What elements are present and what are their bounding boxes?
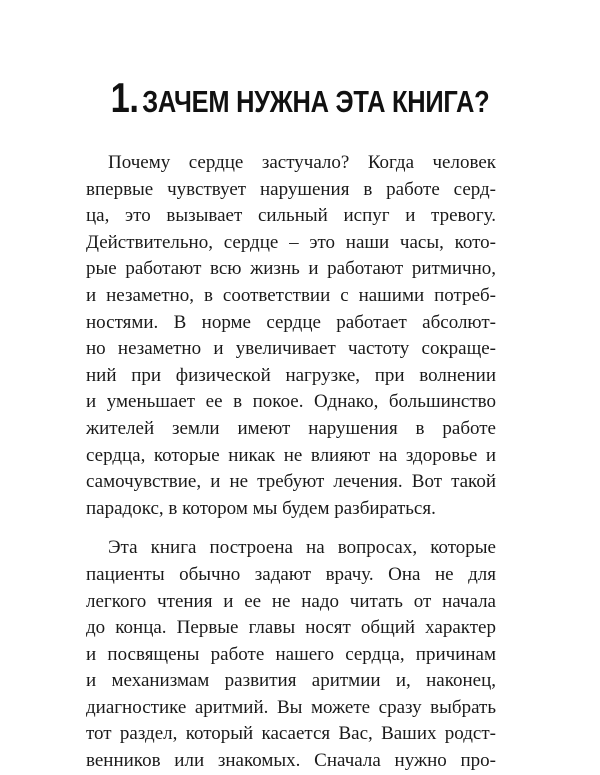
text-line: Действительно, сердце – это наши часы, кото- [86, 231, 496, 253]
text-line: жителей земли имеют нарушения в работе [86, 417, 496, 439]
text-line: пациенты обычно задают врачу. Она не для [86, 563, 496, 585]
text-line: и уменьшает ее в покое. Однако, большинство [86, 391, 496, 413]
text-line: и посвящены работе нашего сердца, причинам [86, 643, 496, 665]
text-line: ний при физической нагрузке, при волнении [86, 364, 496, 386]
text-line: ностями. В норме сердце работает абсолют- [86, 311, 496, 333]
text-line: Эта книга построена на вопросах, которые [108, 537, 496, 559]
text-line: но незаметно и увеличивает частоту сокраще- [86, 338, 496, 360]
text-line: легкого чтения и ее не надо читать от начала [86, 590, 496, 612]
text-line: самочувствие, и не требуют лечения. Вот такой [86, 471, 496, 493]
paragraph-1 [86, 150, 496, 522]
chapter-heading [54, 74, 546, 122]
text-line: до конца. Первые главы носят общий характер [86, 617, 496, 639]
text-line: парадокс, в котором мы будем разбираться. [86, 497, 436, 519]
text-line: и незаметно, в соответствии с нашими потреб- [86, 284, 496, 306]
chapter-title: ЗАЧЕМ НУЖНА ЭТА КНИГА? [142, 84, 490, 119]
text-line: рые работают всю жизнь и работают ритмично, [86, 258, 496, 280]
text-line: и механизмам развития аритмии и, наконец, [86, 670, 496, 692]
text-line: Почему сердце застучало? Когда человек [108, 152, 496, 173]
text-line: сердца, которые никак не влияют на здоровье и [86, 444, 496, 466]
text-line: тот раздел, который касается Вас, Ваших родст- [86, 723, 496, 745]
text-line: диагностике аритмий. Вы можете сразу выбрать [86, 696, 496, 718]
text-line: впервые чувствует нарушения в работе серд- [86, 178, 496, 200]
paragraph-2 [86, 535, 496, 774]
text-line: венников или знакомых. Сначала нужно про- [86, 750, 496, 772]
text-line: ца, это вызывает сильный испуг и тревогу. [86, 205, 496, 227]
chapter-number: 1. [110, 74, 139, 121]
chapter-body [86, 150, 496, 775]
